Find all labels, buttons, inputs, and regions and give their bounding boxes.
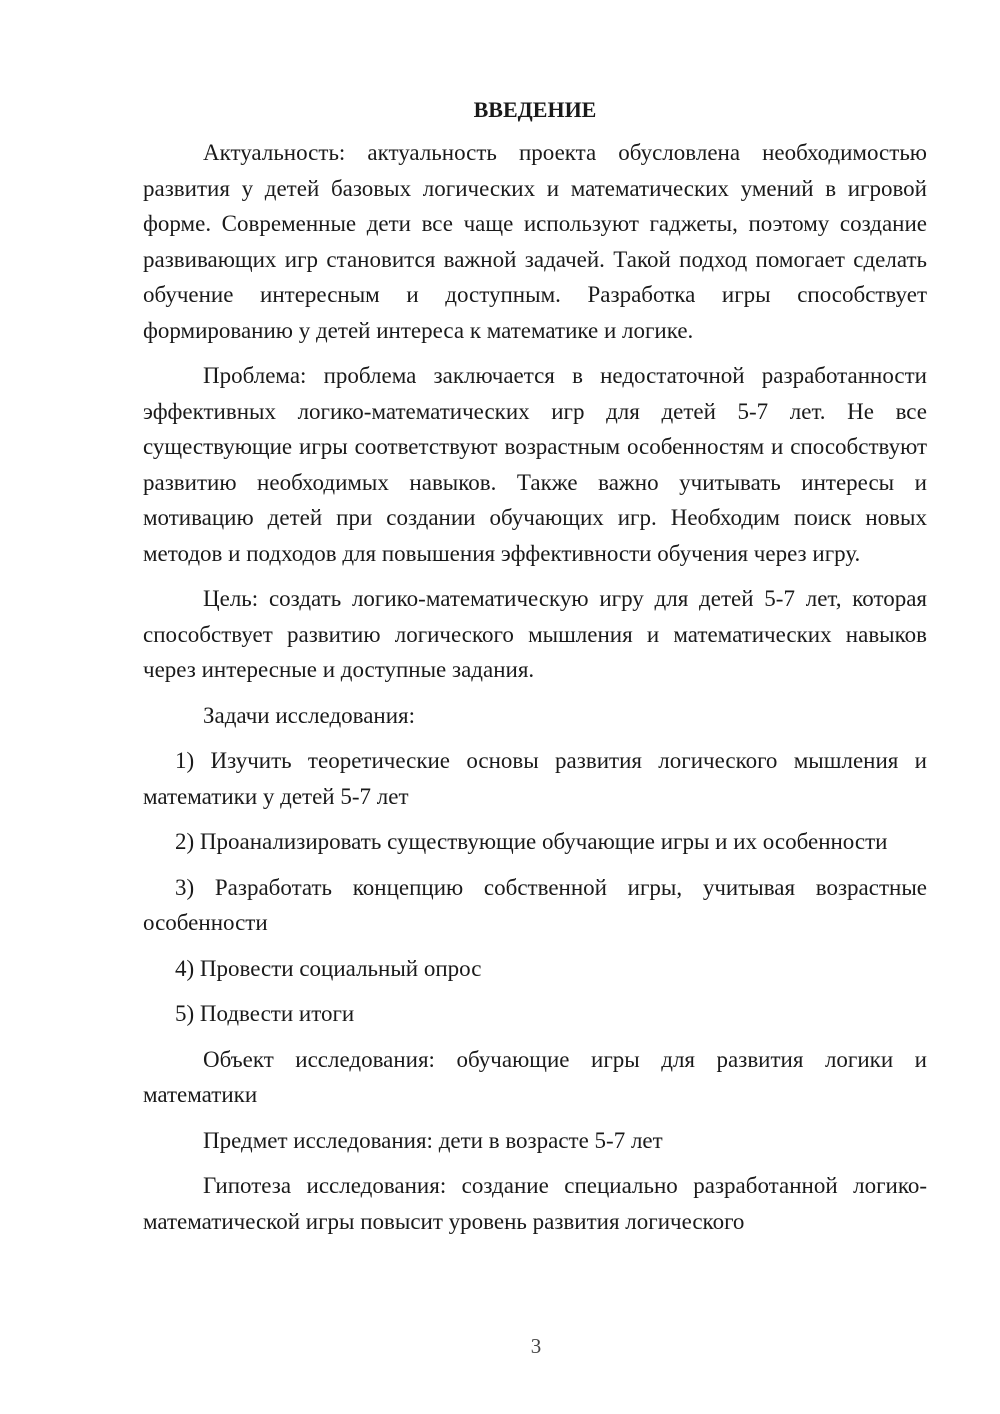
problem-paragraph: Проблема: проблема заключается в недостаточной разработанности эффективных логико-математических игр для детей 5-7 лет. Не все существующие игры соответствуют возрастным особенностям и способствуют развитию необходимых навыков. Также важно учитывать интересы и мотивацию детей при создании обучающих игр. Необходим поиск новых методов и подходов для повышения эффективности обучения через игру. [143,363,927,566]
page-content [143,95,927,1249]
page-number: 3 [530,1334,542,1358]
relevance-paragraph: Актуальность: актуальность проекта обусловлена необходимостью развития у детей базовых логических и математических умений в игровой форме. Современные дети все чаще используют гаджеты, поэтому создание развивающих игр становится важной задачей. Такой подход помогает сделать обучение интересным и доступным. Разработка игры способствует формированию у детей интереса к математике и логике. [143,140,927,343]
object-paragraph: Объект исследования: обучающие игры для развития логики и математики [143,1046,927,1107]
tasks-heading: Задачи исследования: [203,702,416,728]
page-title: ВВЕДЕНИЕ [473,97,597,122]
hypothesis-paragraph: Гипотеза исследования: создание специально разработанной логико-математической игры повысит уровень развития логического [143,1173,927,1234]
task-item: 2) Проанализировать существующие обучающие игры и их особенности [175,829,888,854]
task-item: 1) Изучить теоретические основы развития логического мышления и математики у детей 5-7 лет [143,748,927,809]
task-item: 5) Подвести итоги [175,1001,355,1026]
subject-paragraph: Предмет исследования: дети в возрасте 5-7 лет [203,1127,663,1153]
task-item: 3) Разработать концепцию собственной игры, учитывая возрастные особенности [143,874,927,935]
task-item: 4) Провести социальный опрос [175,955,482,981]
goal-paragraph: Цель: создать логико-математическую игру для детей 5-7 лет, которая способствует развитию логического мышления и математических навыков через интересные и доступные задания. [143,586,927,682]
